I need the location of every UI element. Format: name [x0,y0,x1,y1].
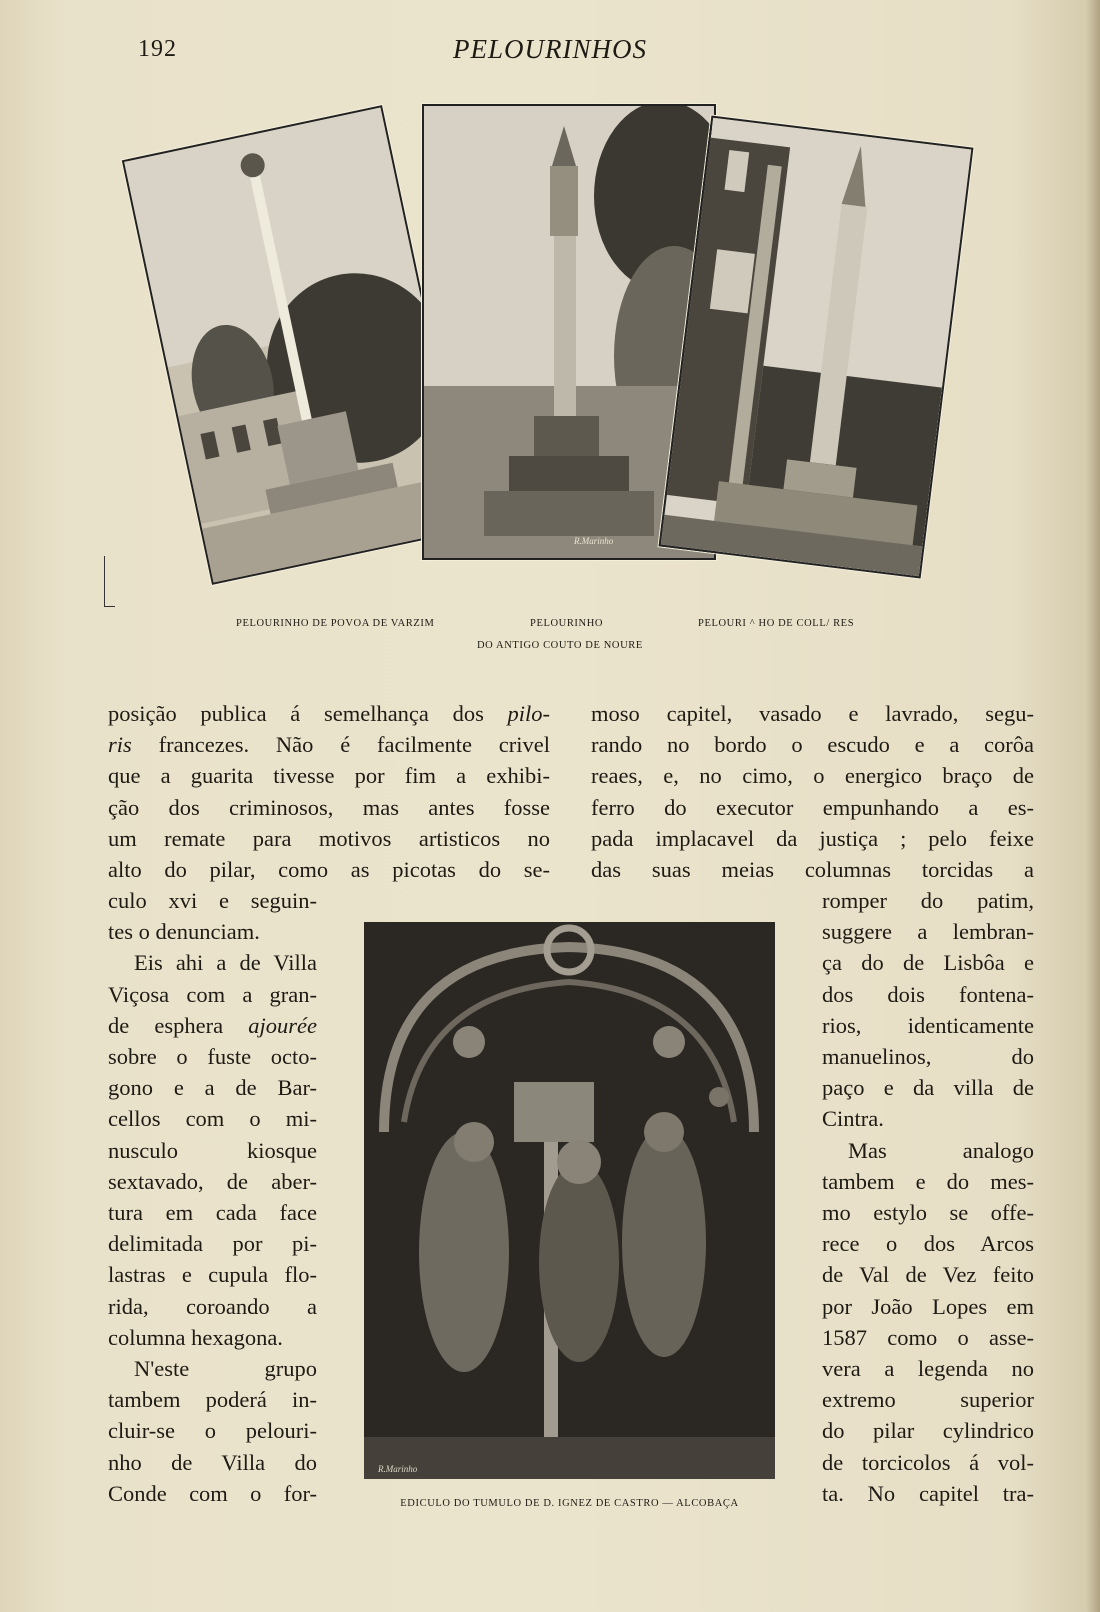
caption-noure-line1: PELOURINHO [530,618,604,629]
pillory-photo-icon [661,118,971,576]
text-line: tambem poderá in- [108,1387,317,1413]
text-line: gono e a de Bar- [108,1075,317,1101]
narrow-left-column-text [108,885,317,1509]
caption-collares: PELOURI ^ HO DE COLL/ RES [698,618,855,629]
text-line: alto do pilar, como as picotas do se- [108,857,550,883]
text-line: N'este grupo [134,1356,317,1382]
text-line: Eis ahi a de Villa [134,950,317,976]
text-line: cluir-se o pelouri- [108,1418,317,1444]
text-line: extremo superior [822,1387,1034,1413]
text-line: reaes, e, no cimo, o energico braço de [591,763,1034,789]
text-line: vera a legenda no [822,1356,1034,1382]
text-line: um remate para motivos artisticos no [108,825,550,851]
text-line: rece o dos Arcos [822,1231,1034,1257]
text-line: sextavado, de aber- [108,1168,317,1194]
text-line: paço e da villa de [822,1075,1034,1101]
text-line: Viçosa com a gran- [108,981,317,1007]
svg-text:R.Marinho: R.Marinho [378,1464,418,1474]
text-line: rida, coroando a [108,1293,317,1319]
text-line: ção dos criminosos, mas antes fosse [108,794,550,820]
text-line: nho de Villa do [108,1449,317,1475]
text-line: moso capitel, vasado e lavrado, segu- [591,701,1034,726]
page-edge-shadow [1086,0,1100,1612]
right-column-text [591,698,1034,885]
text-line: de torcicolos á vol- [822,1449,1034,1475]
text-line: de Val de Vez feito [822,1262,1034,1288]
caption-noure-line2: DO ANTIGO COUTO DE NOURE [477,640,643,651]
text-line: manuelinos, do [822,1044,1034,1070]
text-line: culo xvi e seguin- [108,888,317,913]
text-line: 1587 como o asse- [822,1324,1034,1350]
photo-collares [659,116,974,579]
text-line: que a guarita tivesse por fim a exhibi- [108,763,550,789]
svg-text:R.Marinho: R.Marinho [574,536,614,546]
text-line: tambem e do mes- [822,1168,1034,1194]
text-line: pada implacavel da justiça ; pelo feixe [591,825,1034,851]
running-title: PELOURINHOS [453,34,647,64]
text-line: posição publica á semelhança dos pilo- [108,701,550,726]
caption-relief: EDICULO DO TUMULO DE D. IGNEZ DE CASTRO — ALCOBAÇA [400,1498,739,1509]
text-line: cellos com o mi- [108,1106,317,1132]
text-line: romper do patim, [822,888,1034,913]
text-line: mo estylo se offe- [822,1200,1034,1226]
text-line: ça do de Lisbôa e [822,950,1034,976]
text-line: columna hexagona. [108,1324,283,1350]
text-line: delimitada por pi- [108,1231,317,1257]
text-line: dos dois fontena- [822,981,1034,1007]
text-line: rando no bordo o escudo e a corôa [591,732,1034,758]
text-line: ta. No capitel tra- [822,1480,1034,1506]
text-line: do pilar cylindrico [822,1418,1034,1444]
text-line: suggere a lembran- [822,919,1034,945]
text-line: de esphera ajourée [108,1012,317,1038]
left-column-text [108,698,550,885]
text-line: ris francezes. Não é facilmente crivel [108,732,550,758]
caption-povoa-de-varzim: PELOURINHO DE POVOA DE VARZIM [236,618,435,629]
text-line: ferro do executor empunhando a es- [591,794,1034,820]
narrow-right-column-text [822,885,1034,1509]
page-number: 192 [138,36,177,62]
text-line: por João Lopes em [822,1293,1034,1319]
text-line: tes o denunciam. [108,919,260,945]
text-line: Conde com o for- [108,1480,317,1506]
crop-mark [104,556,115,607]
relief-sculpture-photo-icon [364,922,775,1479]
text-line: rios, identicamente [822,1012,1034,1038]
text-line: das suas meias columnas torcidas a [591,857,1034,883]
text-line: Cintra. [822,1106,884,1132]
text-line: nusculo kiosque [108,1137,317,1163]
text-line: lastras e cupula flo- [108,1262,317,1288]
relief-photo [364,922,775,1479]
text-line: Mas analogo [848,1137,1034,1163]
text-line: sobre o fuste octo- [108,1044,317,1070]
text-line: tura em cada face [108,1200,317,1226]
